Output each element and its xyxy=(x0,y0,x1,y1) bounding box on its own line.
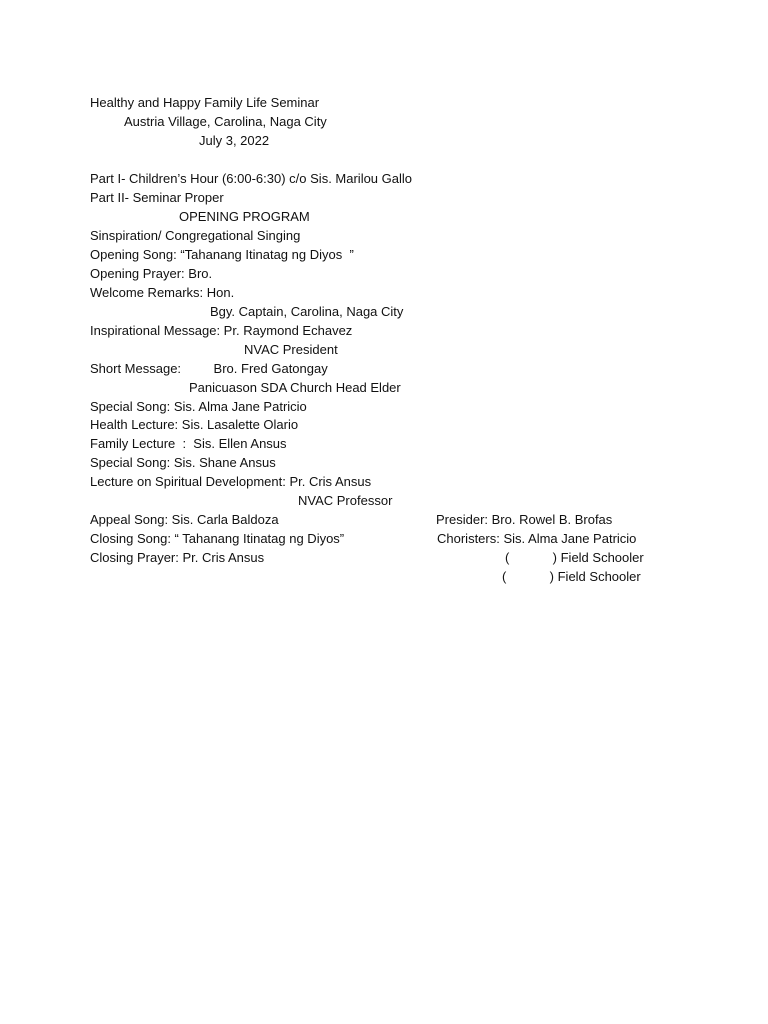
program-line: Closing Song: “ Tahanang Itinatag ng Diyos” xyxy=(90,531,345,546)
seminar-date: July 3, 2022 xyxy=(199,133,270,148)
program-line: NVAC President xyxy=(244,342,338,357)
choristers-line: Choristers: Sis. Alma Jane Patricio xyxy=(437,531,637,546)
program-line: Panicuason SDA Church Head Elder xyxy=(189,380,401,395)
part-two-line: Part II- Seminar Proper xyxy=(90,190,224,205)
field-schooler-line: ( ) Field Schooler xyxy=(505,550,644,565)
program-line: Sinspiration/ Congregational Singing xyxy=(90,228,301,243)
program-line: Special Song: Sis. Alma Jane Patricio xyxy=(90,399,307,414)
program-line: Family Lecture : Sis. Ellen Ansus xyxy=(90,436,287,451)
presider-line: Presider: Bro. Rowel B. Brofas xyxy=(436,512,613,527)
program-line: Lecture on Spiritual Development: Pr. Cris Ansus xyxy=(90,474,372,489)
program-line: Opening Song: “Tahanang Itinatag ng Diyos ” xyxy=(90,247,354,262)
program-line: Special Song: Sis. Shane Ansus xyxy=(90,455,276,470)
program-line: NVAC Professor xyxy=(298,493,393,508)
program-line: Bgy. Captain, Carolina, Naga City xyxy=(210,304,404,319)
field-schooler-line: ( ) Field Schooler xyxy=(502,569,641,584)
part-one-line: Part I- Children’s Hour (6:00-6:30) c/o Sis. Marilou Gallo xyxy=(90,171,412,186)
program-line: Inspirational Message: Pr. Raymond Echavez xyxy=(90,323,353,338)
program-line: Opening Prayer: Bro. xyxy=(90,266,213,281)
program-line: Welcome Remarks: Hon. xyxy=(90,285,235,300)
seminar-location: Austria Village, Carolina, Naga City xyxy=(124,114,327,129)
seminar-title: Healthy and Happy Family Life Seminar xyxy=(90,95,320,110)
program-line: Appeal Song: Sis. Carla Baldoza xyxy=(90,512,279,527)
program-line: Short Message: Bro. Fred Gatongay xyxy=(90,361,328,376)
program-line: Closing Prayer: Pr. Cris Ansus xyxy=(90,550,265,565)
program-line: Health Lecture: Sis. Lasalette Olario xyxy=(90,417,299,432)
opening-program-heading: OPENING PROGRAM xyxy=(179,209,310,224)
